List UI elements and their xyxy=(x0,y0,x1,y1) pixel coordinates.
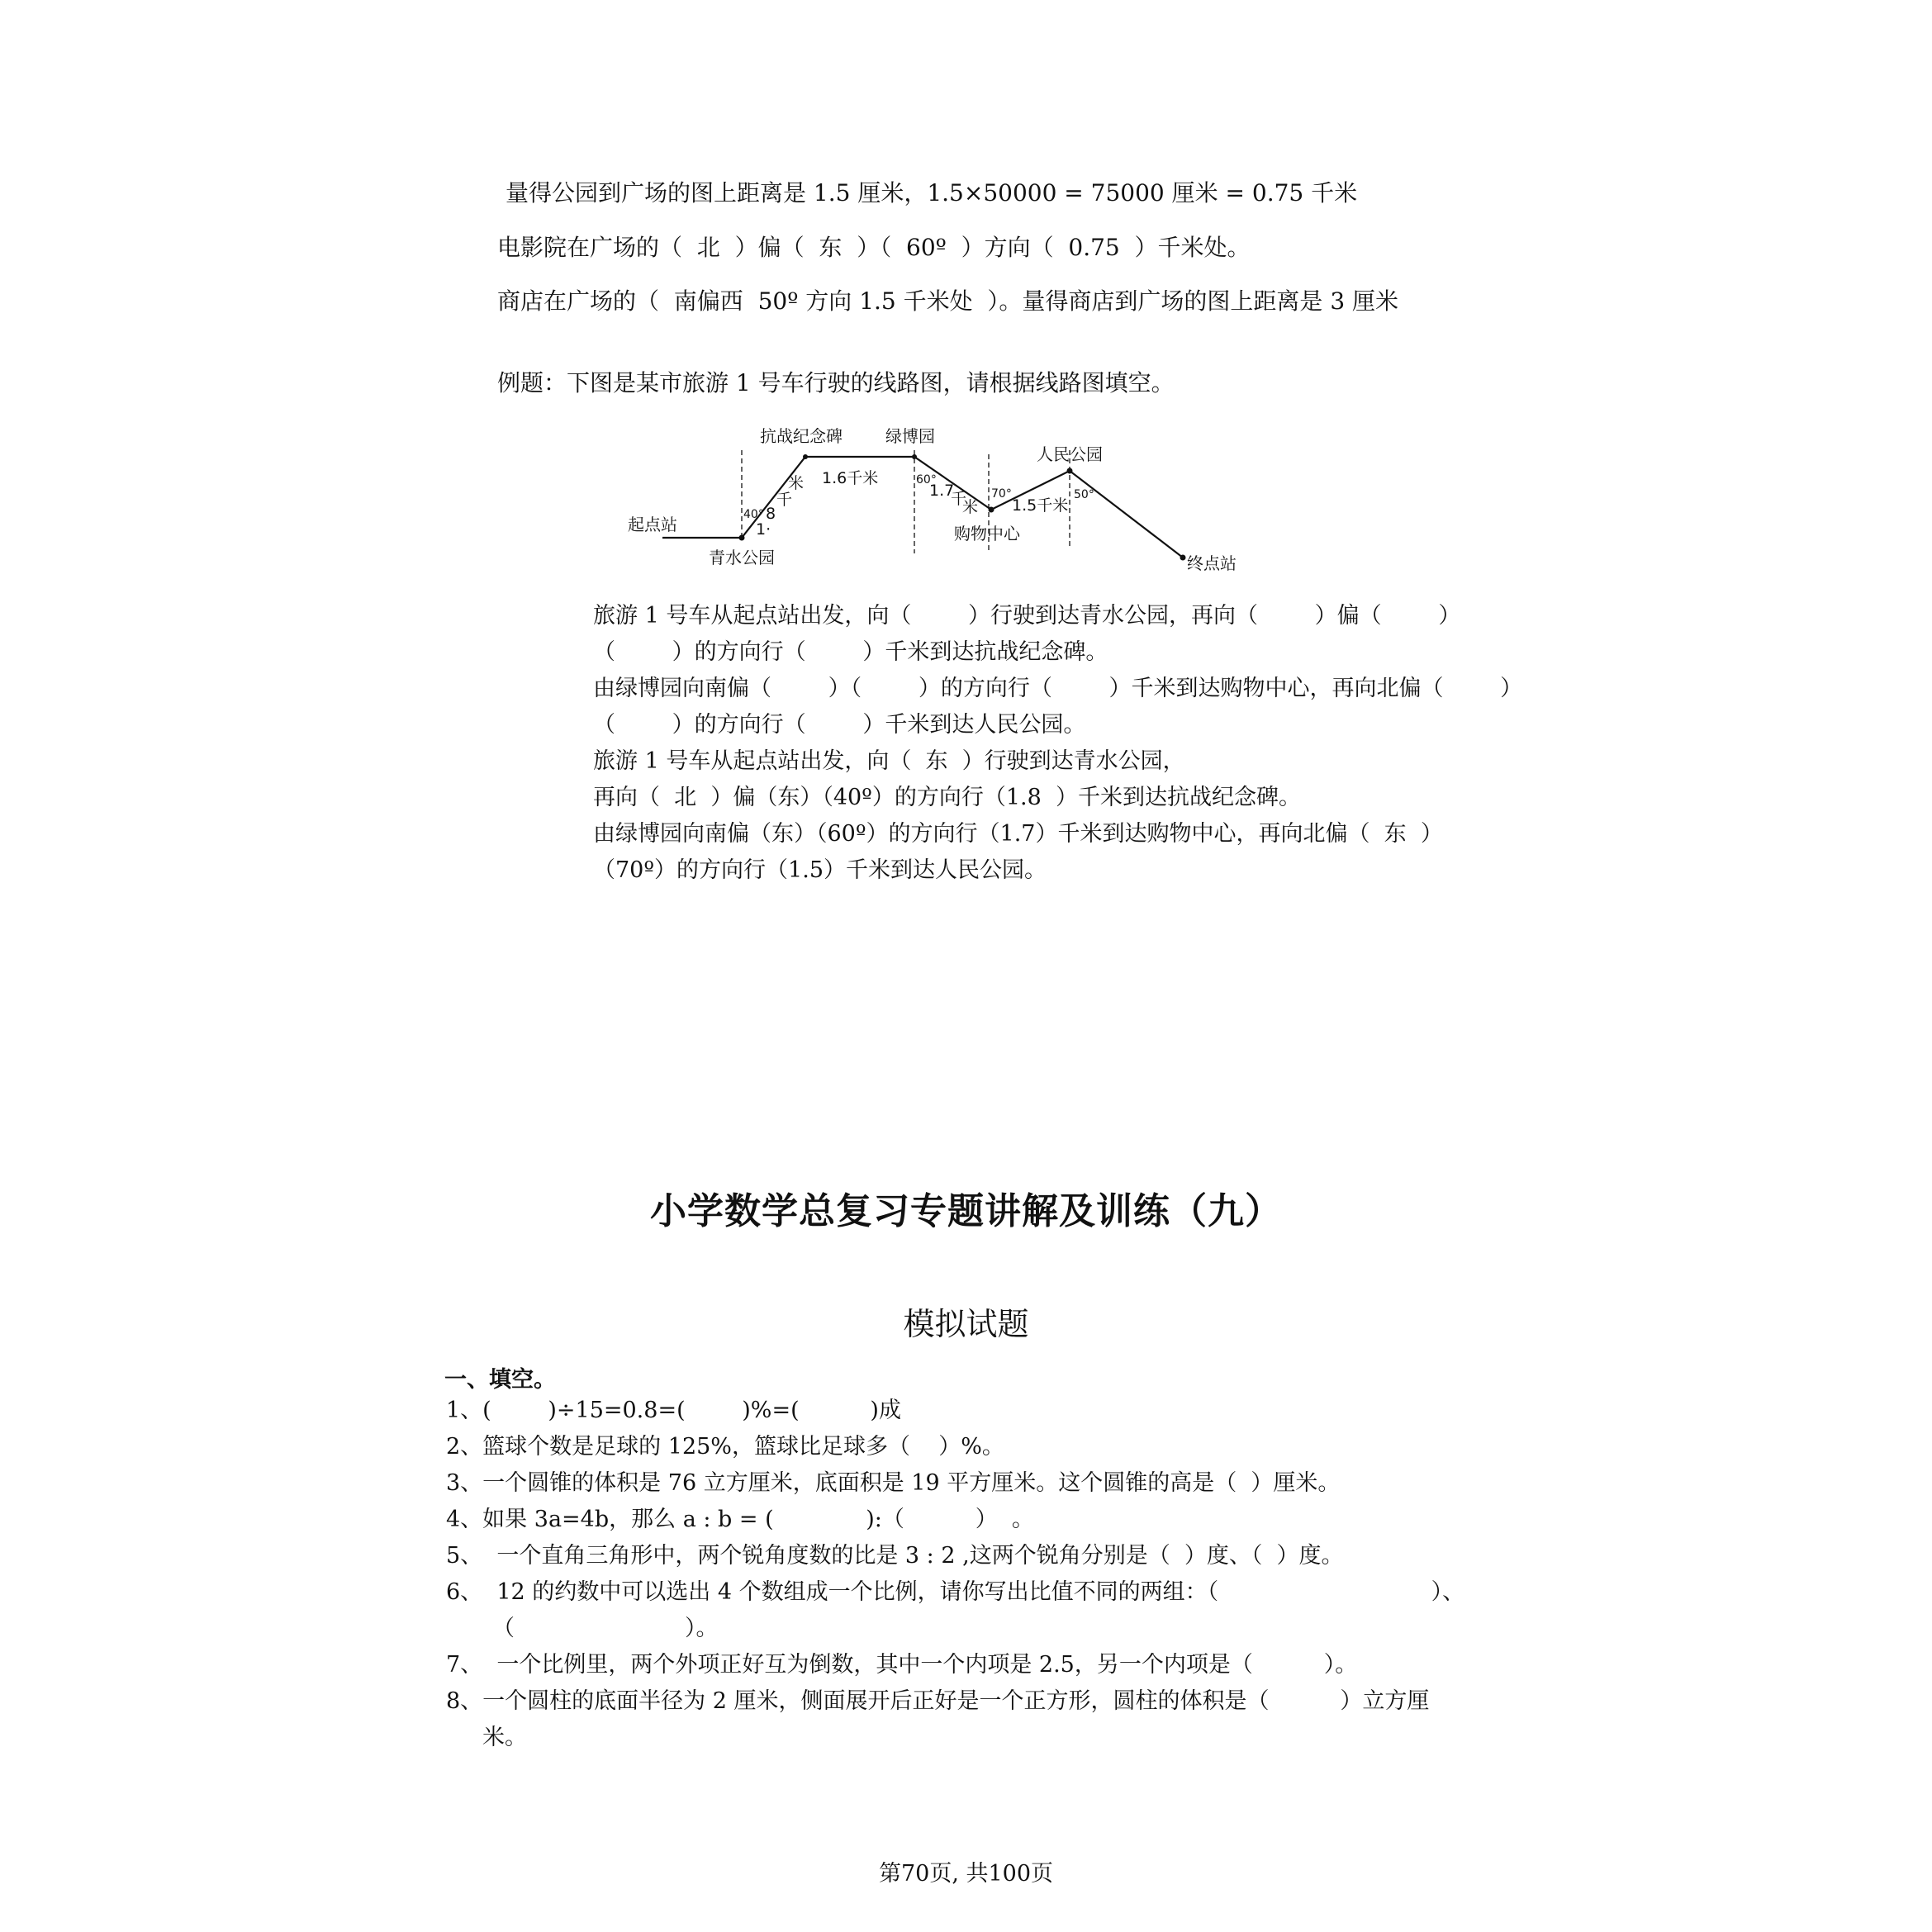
answer-line-4: （70º）的方向行（1.5）千米到达人民公园。 xyxy=(593,857,1047,883)
question-line-1: 旅游 1 号车从起点站出发，向（ ）行驶到达青水公园，再向（ ）偏（ ） xyxy=(593,603,1461,629)
station-dot-memorial xyxy=(803,454,808,459)
station-qingshui-label: 青水公园 xyxy=(709,548,775,567)
answer-line-2: 再向（ 北 ）偏（东）（40º）的方向行（1.8 ）千米到达抗战纪念碑。 xyxy=(593,785,1301,810)
example-intro: 例题：下图是某市旅游 1 号车行驶的线路图，请根据线路图填空。 xyxy=(497,369,1175,396)
distance-17-part-b: 千 xyxy=(951,490,967,508)
distance-18-part-c: 千 xyxy=(776,491,793,509)
question-line-4: （ ）的方向行（ ）千米到达人民公园。 xyxy=(593,712,1086,738)
station-shopping-label: 购物中心 xyxy=(954,524,1020,544)
list-item: 2、篮球个数是足球的 125%，篮球比足球多（ ）%。 xyxy=(446,1434,1004,1460)
page-title: 小学数学总复习专题讲解及训练（九） xyxy=(650,1190,1282,1232)
angle-70-label: 70° xyxy=(991,487,1012,501)
list-item: 7、 一个比例里，两个外项正好互为倒数，其中一个内项是 2.5，另一个内项是（ ）。 xyxy=(446,1652,1358,1678)
answer-line-1: 旅游 1 号车从起点站出发，向（ 东 ）行驶到达青水公园， xyxy=(593,748,1185,774)
station-memorial-label: 抗战纪念碑 xyxy=(760,426,843,446)
page-subtitle: 模拟试题 xyxy=(903,1306,1029,1342)
list-item: （ ）。 xyxy=(492,1616,719,1641)
station-people-label: 人民公园 xyxy=(1037,444,1103,464)
distance-18-part-b: 8 xyxy=(766,505,776,523)
list-item: 6、 12 的约数中可以选出 4 个数组成一个比例，请你写出比值不同的两组：（ ）、 xyxy=(446,1579,1465,1605)
list-item: 米。 xyxy=(482,1725,527,1750)
angle-40-label: 40° xyxy=(743,508,764,521)
list-item: 8、一个圆柱的底面半径为 2 厘米，侧面展开后正好是一个正方形，圆柱的体积是（ ）立方厘 xyxy=(446,1688,1430,1714)
list-item: 1、( )÷15=0.8=( )%=( )成 xyxy=(446,1398,901,1423)
station-dot-shopping xyxy=(989,507,994,513)
distance-16-label: 1.6千米 xyxy=(822,469,879,487)
angle-50-label: 50° xyxy=(1074,488,1094,501)
angle-60-label: 60° xyxy=(916,473,937,487)
question-line-3: 由绿博园向南偏（ ）（ ）的方向行（ ）千米到达购物中心，再向北偏（ ） xyxy=(593,676,1523,701)
distance-18-part-a: 1· xyxy=(756,520,771,539)
answer-line-cinema: 电影院在广场的（ 北 ）偏（ 东 ）（ 60º ）方向（ 0.75 ）千米处。 xyxy=(497,234,1251,261)
route-map-diagram xyxy=(611,417,1297,586)
distance-17-part-a: 1.7 xyxy=(929,482,955,500)
list-item: 3、一个圆锥的体积是 76 立方厘米，底面积是 19 平方厘米。这个圆锥的高是（ ）厘米。 xyxy=(446,1470,1341,1496)
list-item: 5、 一个直角三角形中，两个锐角度数的比是 3 : 2 ,这两个锐角分别是（ ）度、（ ）度。 xyxy=(446,1543,1344,1569)
question-line-2: （ ）的方向行（ ）千米到达抗战纪念碑。 xyxy=(593,639,1108,665)
station-dot-lvbo xyxy=(912,454,917,459)
station-start-label: 起点站 xyxy=(628,515,677,534)
station-lvbo-label: 绿博园 xyxy=(885,426,935,446)
station-dot-qingshui xyxy=(739,535,745,541)
distance-17-part-c: 米 xyxy=(962,498,979,516)
station-dot-people xyxy=(1067,468,1073,474)
list-item: 4、如果 3a=4b，那么 a : b = ( ):（ ） 。 xyxy=(446,1507,1034,1532)
route-line xyxy=(662,457,1183,558)
answer-line-shop: 商店在广场的（ 南偏西 50º 方向 1.5 千米处 ）。量得商店到广场的图上距离是 3 厘米 xyxy=(497,287,1399,315)
station-end-label: 终点站 xyxy=(1187,553,1237,573)
page-number-footer: 第70页, 共100页 xyxy=(878,1861,1054,1887)
station-dot-end xyxy=(1180,555,1186,561)
section-title-fill-blank: 一、填空。 xyxy=(444,1367,556,1393)
answer-line-distance: 量得公园到广场的图上距离是 1.5 厘米，1.5×50000 = 75000 厘米 = 0.75 千米 xyxy=(506,179,1358,206)
distance-15-label: 1.5千米 xyxy=(1012,496,1069,515)
distance-18-part-d: 米 xyxy=(788,474,805,492)
answer-line-3: 由绿博园向南偏（东）（60º）的方向行（1.7）千米到达购物中心，再向北偏（ 东 ） xyxy=(593,821,1443,847)
